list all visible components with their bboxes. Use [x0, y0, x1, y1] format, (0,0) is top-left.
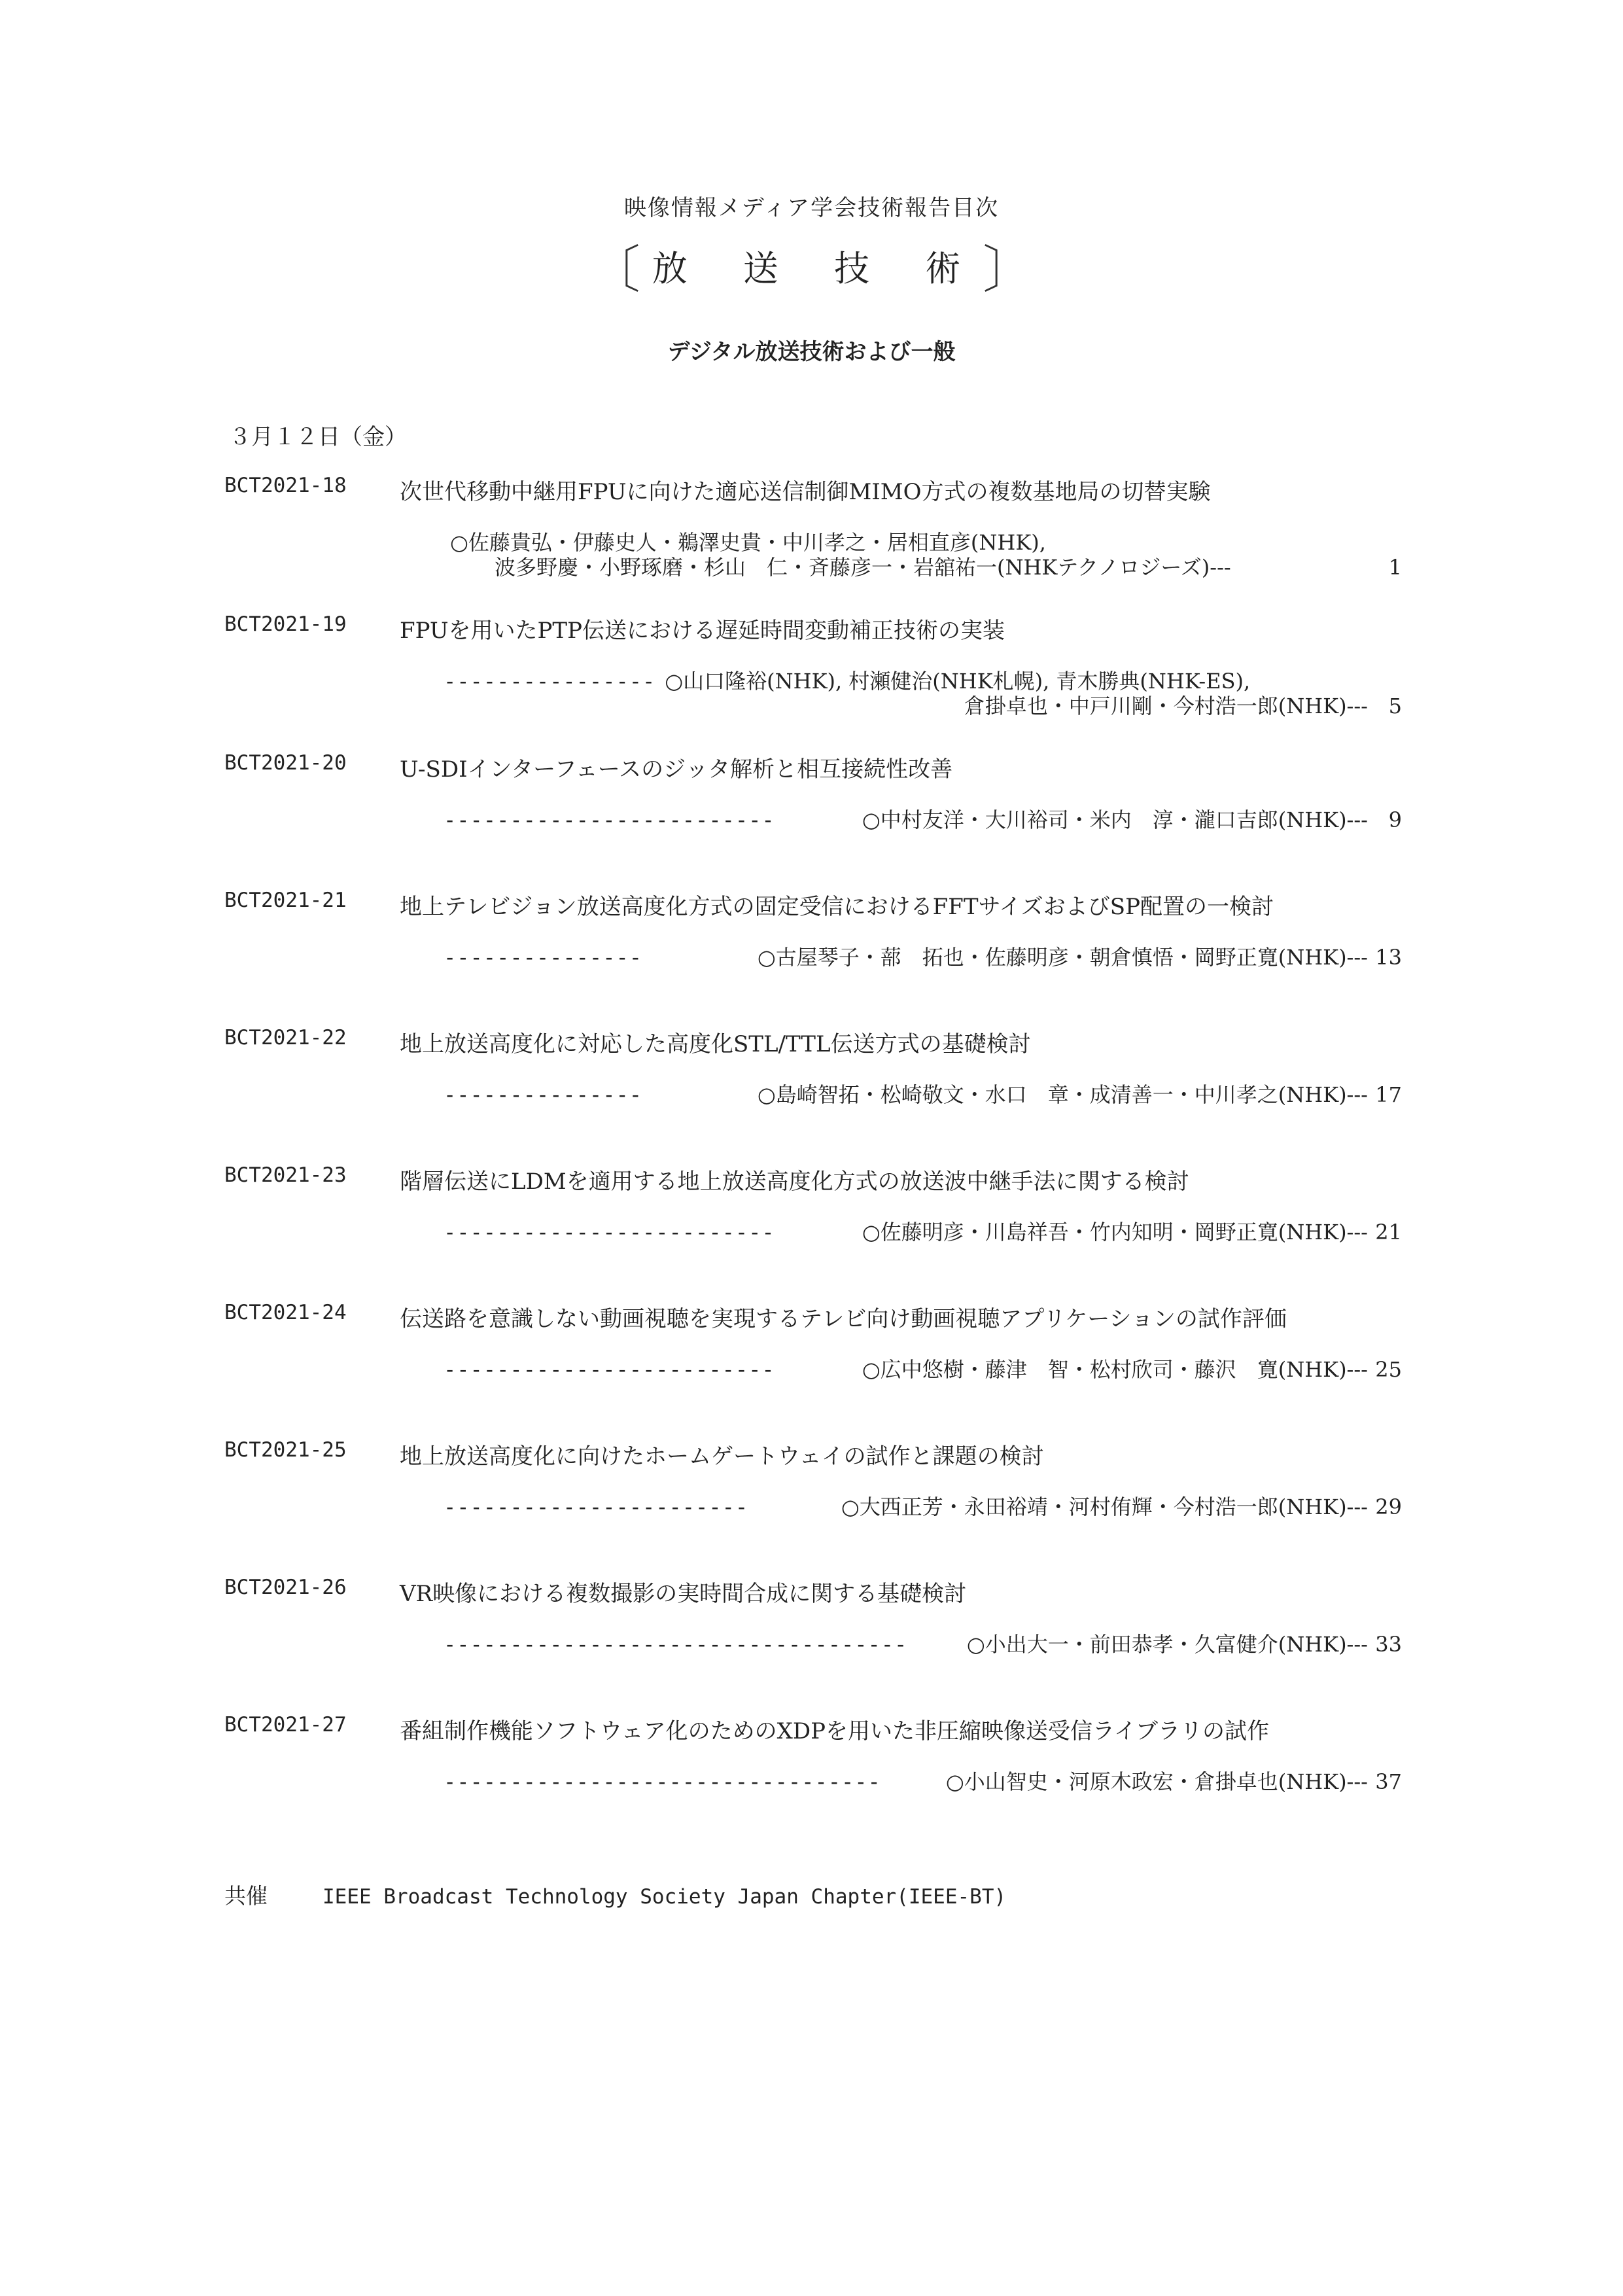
entry-title: 番組制作機能ソフトウェア化のためのXDPを用いた非圧縮映像送受信ライブラリの試作 [400, 1718, 1269, 1744]
entry-authors [450, 530, 1402, 580]
page-number: 33 [1375, 1632, 1402, 1657]
author-line [444, 1220, 1402, 1245]
entry-code: BCT2021-23 [224, 1163, 347, 1187]
authors-text: ○中村友洋・大川裕司・米内 淳・瀧口吉郎(NHK)--- [862, 807, 1368, 832]
author-line [444, 1632, 1402, 1657]
section-title: デジタル放送技術および一般 [667, 339, 956, 365]
entry-code: BCT2021-24 [224, 1301, 347, 1324]
cohost-organization: IEEE Broadcast Technology Society Japan Chapter(IEEE-BT) [323, 1885, 1007, 1909]
entry-code: BCT2021-22 [224, 1026, 347, 1050]
entry-authors [444, 1494, 1402, 1519]
leader-dashes: --------------- [444, 1082, 642, 1107]
cohost-line [224, 1879, 1006, 1910]
entry-code: BCT2021-26 [224, 1576, 347, 1599]
author-line [444, 945, 1402, 970]
cohost-label: 共催 [224, 1883, 268, 1909]
entry-code: BCT2021-27 [224, 1713, 347, 1737]
author-line [444, 1357, 1402, 1382]
author-line [444, 1494, 1402, 1519]
entry-authors [444, 1082, 1402, 1107]
authors-text: ○島崎智拓・松崎敬文・水口 章・成清善一・中川孝之(NHK)--- [757, 1082, 1368, 1107]
author-line [444, 694, 1402, 718]
authors-text: ○広中悠樹・藤津 智・松村欣司・藤沢 寛(NHK)--- [862, 1357, 1368, 1382]
authors-text: ○佐藤貴弘・伊藤史人・鵜澤史貴・中川孝之・居相直彦(NHK), [450, 530, 1046, 555]
entry-title: VR映像における複数撮影の実時間合成に関する基礎検討 [400, 1581, 967, 1607]
page-number: 13 [1375, 945, 1402, 970]
entry-authors [444, 945, 1402, 970]
left-bracket: 〔 [589, 241, 640, 300]
author-line [450, 555, 1402, 580]
page-number: 17 [1375, 1082, 1402, 1107]
page-number: 5 [1388, 694, 1402, 718]
session-date: ３月１２日（金） [229, 424, 407, 450]
entry-title: U-SDIインターフェースのジッタ解析と相互接続性改善 [400, 756, 953, 783]
leader-dashes: ------------------------- [444, 1357, 775, 1382]
entry-title: 次世代移動中継用FPUに向けた適応送信制御MIMO方式の複数基地局の切替実験 [400, 479, 1211, 505]
page-number: 1 [1388, 555, 1402, 580]
entry-authors [444, 1357, 1402, 1382]
entry-code: BCT2021-20 [224, 751, 347, 775]
authors-text: ○山口隆裕(NHK), 村瀬健治(NHK札幌), 青木勝典(NHK-ES), [665, 669, 1251, 694]
page-number: 21 [1375, 1220, 1402, 1245]
entry-title: 階層伝送にLDMを適用する地上放送高度化方式の放送波中継手法に関する検討 [400, 1169, 1189, 1195]
author-line [444, 669, 1402, 694]
authors-text: ○小出大一・前田恭孝・久富健介(NHK)--- [966, 1632, 1368, 1657]
entry-authors [444, 1632, 1402, 1657]
entry-title: 地上放送高度化に向けたホームゲートウェイの試作と課題の検討 [400, 1443, 1044, 1470]
page-number: 25 [1375, 1357, 1402, 1382]
document-header: 映像情報メディア学会技術報告目次 [623, 195, 1000, 221]
authors-text: ○佐藤明彦・川島祥吾・竹内知明・岡野正寛(NHK)--- [862, 1220, 1368, 1245]
authors-text: ○大西正芳・永田裕靖・河村侑輝・今村浩一郎(NHK)--- [841, 1494, 1368, 1519]
leader-dashes: ---------------- [444, 669, 656, 694]
entry-title: 伝送路を意識しない動画視聴を実現するテレビ向け動画視聴アプリケーションの試作評価 [400, 1306, 1287, 1332]
leader-dashes: --------------------------------- [444, 1769, 881, 1794]
entry-code: BCT2021-21 [224, 889, 347, 912]
entry-authors [444, 669, 1402, 718]
entry-authors [444, 1769, 1402, 1794]
page-number: 9 [1388, 807, 1402, 832]
entry-code: BCT2021-19 [224, 612, 347, 636]
authors-text: ○古屋琴子・蔀 拓也・佐藤明彦・朝倉慎悟・岡野正寛(NHK)--- [757, 945, 1368, 970]
entry-title: FPUを用いたPTP伝送における遅延時間変動補正技術の実装 [400, 618, 1005, 644]
entry-title: 地上テレビジョン放送高度化方式の固定受信におけるFFTサイズおよびSP配置の一検討 [400, 894, 1274, 920]
author-line [450, 530, 1402, 555]
entry-authors [444, 807, 1402, 832]
entry-code: BCT2021-18 [224, 474, 347, 497]
authors-text: 波多野慶・小野琢磨・杉山 仁・斉藤彦一・岩舘祐一(NHKテクノロジーズ)--- [495, 555, 1231, 580]
category-title [0, 229, 1623, 302]
entry-authors [444, 1220, 1402, 1245]
category-label: 放 送 技 術 [652, 248, 983, 289]
right-bracket: 〕 [983, 241, 1034, 300]
author-line [444, 1769, 1402, 1794]
leader-dashes: ------------------------- [444, 807, 775, 832]
leader-dashes: --------------- [444, 945, 642, 970]
page-number: 29 [1375, 1494, 1402, 1519]
leader-dashes: ------------------------- [444, 1220, 775, 1245]
authors-text: 倉掛卓也・中戸川剛・今村浩一郎(NHK)--- [964, 694, 1368, 718]
entry-title: 地上放送高度化に対応した高度化STL/TTL伝送方式の基礎検討 [400, 1031, 1031, 1057]
leader-dashes: ----------------------- [444, 1494, 749, 1519]
leader-dashes: ----------------------------------- [444, 1632, 908, 1657]
authors-text: ○小山智史・河原木政宏・倉掛卓也(NHK)--- [945, 1769, 1368, 1794]
page-number: 37 [1375, 1769, 1402, 1794]
author-line [444, 1082, 1402, 1107]
author-line [444, 807, 1402, 832]
entry-code: BCT2021-25 [224, 1438, 347, 1462]
